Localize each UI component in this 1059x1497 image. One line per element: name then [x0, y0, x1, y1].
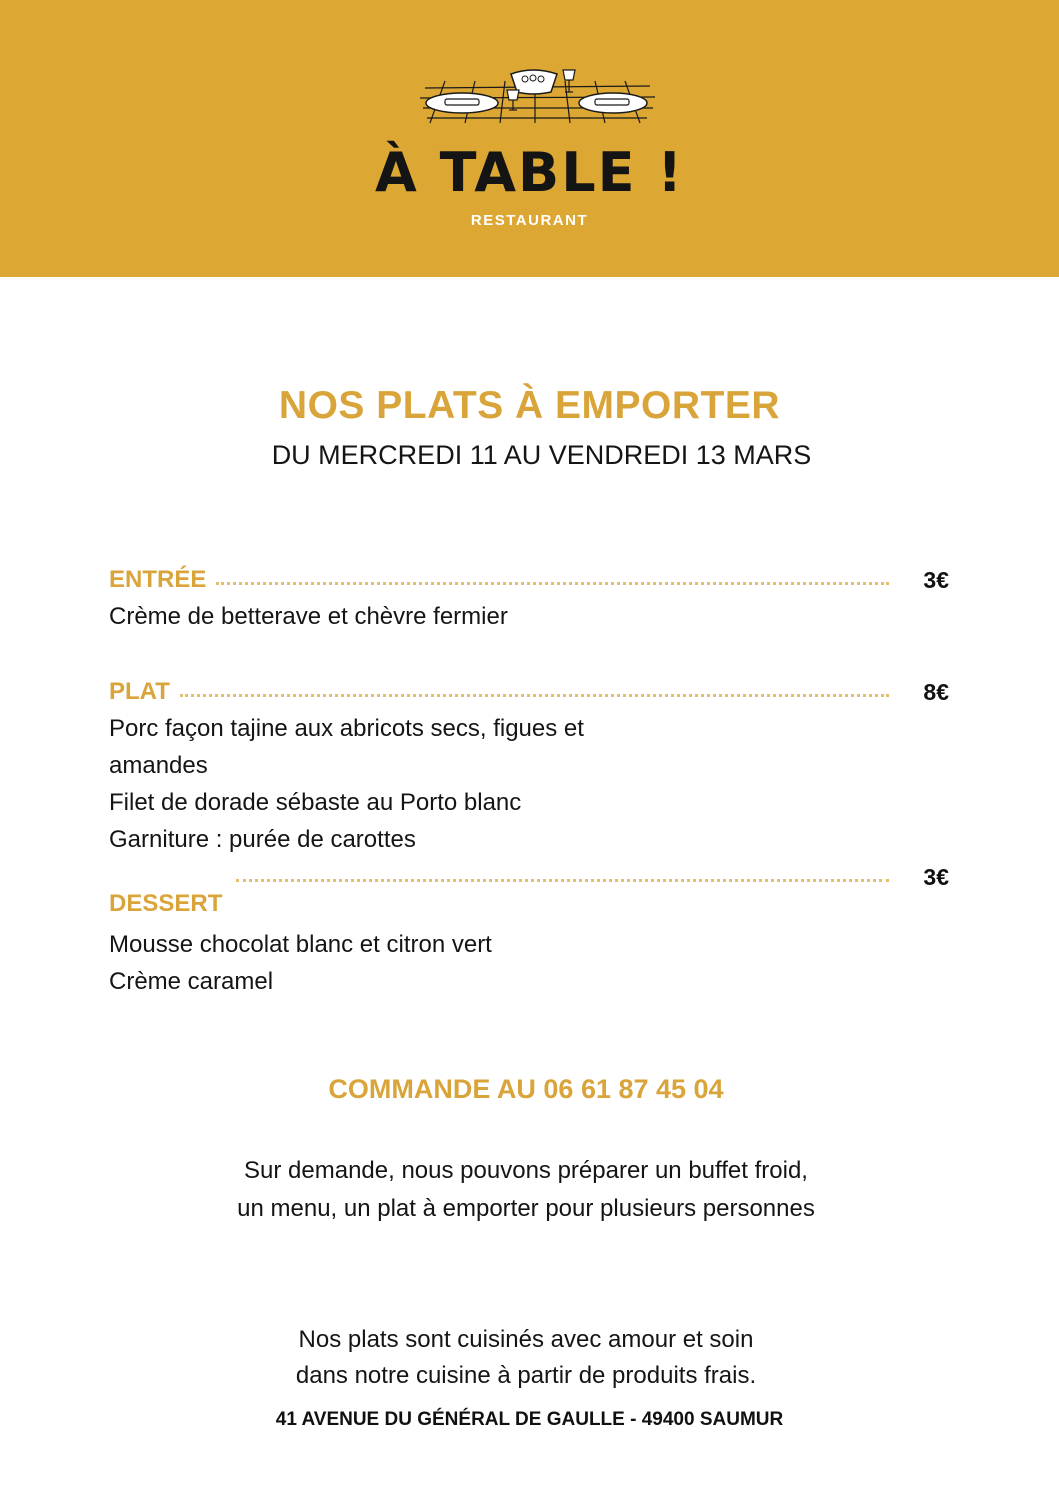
menu-item: amandes — [109, 752, 208, 779]
info-line: Sur demande, nous pouvons préparer un buffet froid, — [244, 1157, 808, 1184]
menu-item: Porc façon tajine aux abricots secs, figues et — [109, 715, 584, 742]
menu-item: Mousse chocolat blanc et citron vert — [109, 931, 492, 958]
dotted-leader — [236, 879, 889, 882]
menu-title: NOS PLATS À EMPORTER — [278, 384, 781, 427]
restaurant-logo: À TABLE ! — [375, 141, 684, 204]
menu-item: Crème caramel — [109, 968, 274, 995]
price: 8€ — [923, 678, 949, 705]
footer-line: Nos plats sont cuisinés avec amour et soin — [298, 1326, 754, 1353]
info-line: un menu, un plat à emporter pour plusieurs personnes — [237, 1195, 815, 1222]
menu-item: Garniture : purée de carottes — [109, 826, 416, 853]
header-banner — [0, 0, 1059, 277]
dotted-leader — [180, 694, 889, 697]
section-entree — [109, 562, 949, 635]
price: 3€ — [923, 566, 949, 593]
order-phone: COMMANDE AU 06 61 87 45 04 — [328, 1074, 724, 1104]
menu-dates: DU MERCREDI 11 AU VENDREDI 13 MARS — [271, 440, 812, 470]
info-paragraph — [0, 1152, 1052, 1228]
dotted-leader — [216, 582, 889, 585]
section-label: ENTRÉE — [109, 566, 207, 593]
menu-item: Crème de betterave et chèvre fermier — [109, 603, 508, 630]
table-setting-icon — [415, 66, 660, 124]
logo-subtitle: RESTAURANT — [470, 212, 589, 229]
dessert-price-row — [236, 862, 949, 892]
section-label: PLAT — [109, 678, 170, 705]
footer-paragraph — [0, 1322, 1052, 1394]
section-dessert — [109, 926, 492, 1000]
address: 41 AVENUE DU GÉNÉRAL DE GAULLE - 49400 SAUMUR — [275, 1409, 784, 1430]
price: 3€ — [923, 863, 949, 890]
section-plat — [109, 674, 949, 858]
menu-item: Filet de dorade sébaste au Porto blanc — [109, 789, 522, 816]
section-label-dessert: DESSERT — [109, 890, 223, 917]
footer-line: dans notre cuisine à partir de produits frais. — [295, 1362, 757, 1389]
